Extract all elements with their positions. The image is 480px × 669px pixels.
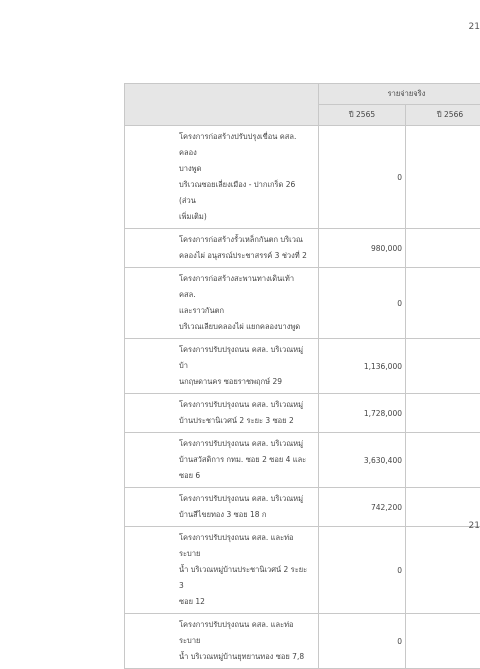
item-column-header xyxy=(125,84,319,126)
year-2565-header: ปี 2565 xyxy=(319,105,406,126)
table-row xyxy=(125,339,480,394)
description-line: บางพูด xyxy=(179,161,312,177)
value-2566 xyxy=(406,433,480,488)
description-line: เพิ่มเติม) xyxy=(179,209,312,225)
value-2565: 1,136,000 xyxy=(319,339,406,394)
value-2566 xyxy=(406,339,480,394)
description-line: โครงการปรับปรุงถนน คสล. บริเวณหมู่ xyxy=(179,436,312,452)
description-line: โครงการก่อสร้างปรับปรุงเขื่อน คสล. คลอง xyxy=(179,129,312,161)
value-2565: 742,200 xyxy=(319,488,406,527)
table-row xyxy=(125,229,480,268)
value-2565: 3,630,400 xyxy=(319,433,406,488)
project-description xyxy=(125,229,319,268)
table-row xyxy=(125,488,480,527)
description-line: คลองไผ่ อนุสรณ์ประชาสรรค์ 3 ช่วงที่ 2 xyxy=(179,248,312,264)
description-line: นกฤษดานคร ซอยราชพฤกษ์ 29 xyxy=(179,374,312,390)
budget-table xyxy=(124,83,480,669)
description-line: โครงการปรับปรุงถนน คสล. และท่อระบาย xyxy=(179,617,312,649)
description-line: โครงการก่อสร้างรั้วเหล็กกันตก บริเวณ xyxy=(179,232,312,248)
actual-expense-header: รายจ่ายจริง xyxy=(319,84,480,105)
description-line: โครงการก่อสร้างสะพานทางเดินเท้า คสล. xyxy=(179,271,312,303)
value-2565: 980,000 xyxy=(319,229,406,268)
year-2566-header: ปี 2566 xyxy=(406,105,480,126)
value-2565: 1,728,000 xyxy=(319,394,406,433)
value-2566 xyxy=(406,527,480,614)
description-line: โครงการปรับปรุงถนน คสล. และท่อระบาย xyxy=(179,530,312,562)
description-line: บริเวณเลียบคลองไผ่ แยกคลองบางพูด xyxy=(179,319,312,335)
page-number: 21 xyxy=(469,22,480,32)
page-number-footer: 21 xyxy=(469,521,480,531)
description-line: ซอย 6 xyxy=(179,468,312,484)
value-2565: 0 xyxy=(319,527,406,614)
value-2565: 0 xyxy=(319,126,406,229)
project-description xyxy=(125,268,319,339)
description-line: และราวกันตก xyxy=(179,303,312,319)
table-row xyxy=(125,614,480,669)
description-line: บ้านประชานิเวศน์ 2 ระยะ 3 ซอย 2 xyxy=(179,413,312,429)
description-line: บริเวณซอยเลี่ยงเมือง - ปากเกร็ด 26 (ส่วน xyxy=(179,177,312,209)
value-2566 xyxy=(406,229,480,268)
value-2566 xyxy=(406,268,480,339)
description-line: ซอย 12 xyxy=(179,594,312,610)
table-row xyxy=(125,126,480,229)
project-description xyxy=(125,339,319,394)
description-line: บ้านสีไขยทอง 3 ซอย 18 ก xyxy=(179,507,312,523)
table-row xyxy=(125,527,480,614)
project-description xyxy=(125,394,319,433)
value-2566 xyxy=(406,394,480,433)
table-row xyxy=(125,433,480,488)
description-line: โครงการปรับปรุงถนน คสล. บริเวณหมู่ xyxy=(179,397,312,413)
table-row xyxy=(125,394,480,433)
value-2565: 0 xyxy=(319,268,406,339)
description-line: น้ำ บริเวณหมู่บ้านประชานิเวศน์ 2 ระยะ 3 xyxy=(179,562,312,594)
description-line: โครงการปรับปรุงถนน คสล. บริเวณหมู่บ้า xyxy=(179,342,312,374)
value-2565: 0 xyxy=(319,614,406,669)
project-description xyxy=(125,433,319,488)
description-line: น้ำ บริเวณหมู่บ้านยุทยานทอง ซอย 7,8 xyxy=(179,649,312,665)
description-line: บ้านสวัสดิการ กทม. ซอย 2 ซอย 4 และ xyxy=(179,452,312,468)
project-description xyxy=(125,126,319,229)
table-row xyxy=(125,268,480,339)
project-description xyxy=(125,614,319,669)
project-description xyxy=(125,488,319,527)
value-2566 xyxy=(406,126,480,229)
description-line: โครงการปรับปรุงถนน คสล. บริเวณหมู่ xyxy=(179,491,312,507)
project-description xyxy=(125,527,319,614)
value-2566 xyxy=(406,614,480,669)
